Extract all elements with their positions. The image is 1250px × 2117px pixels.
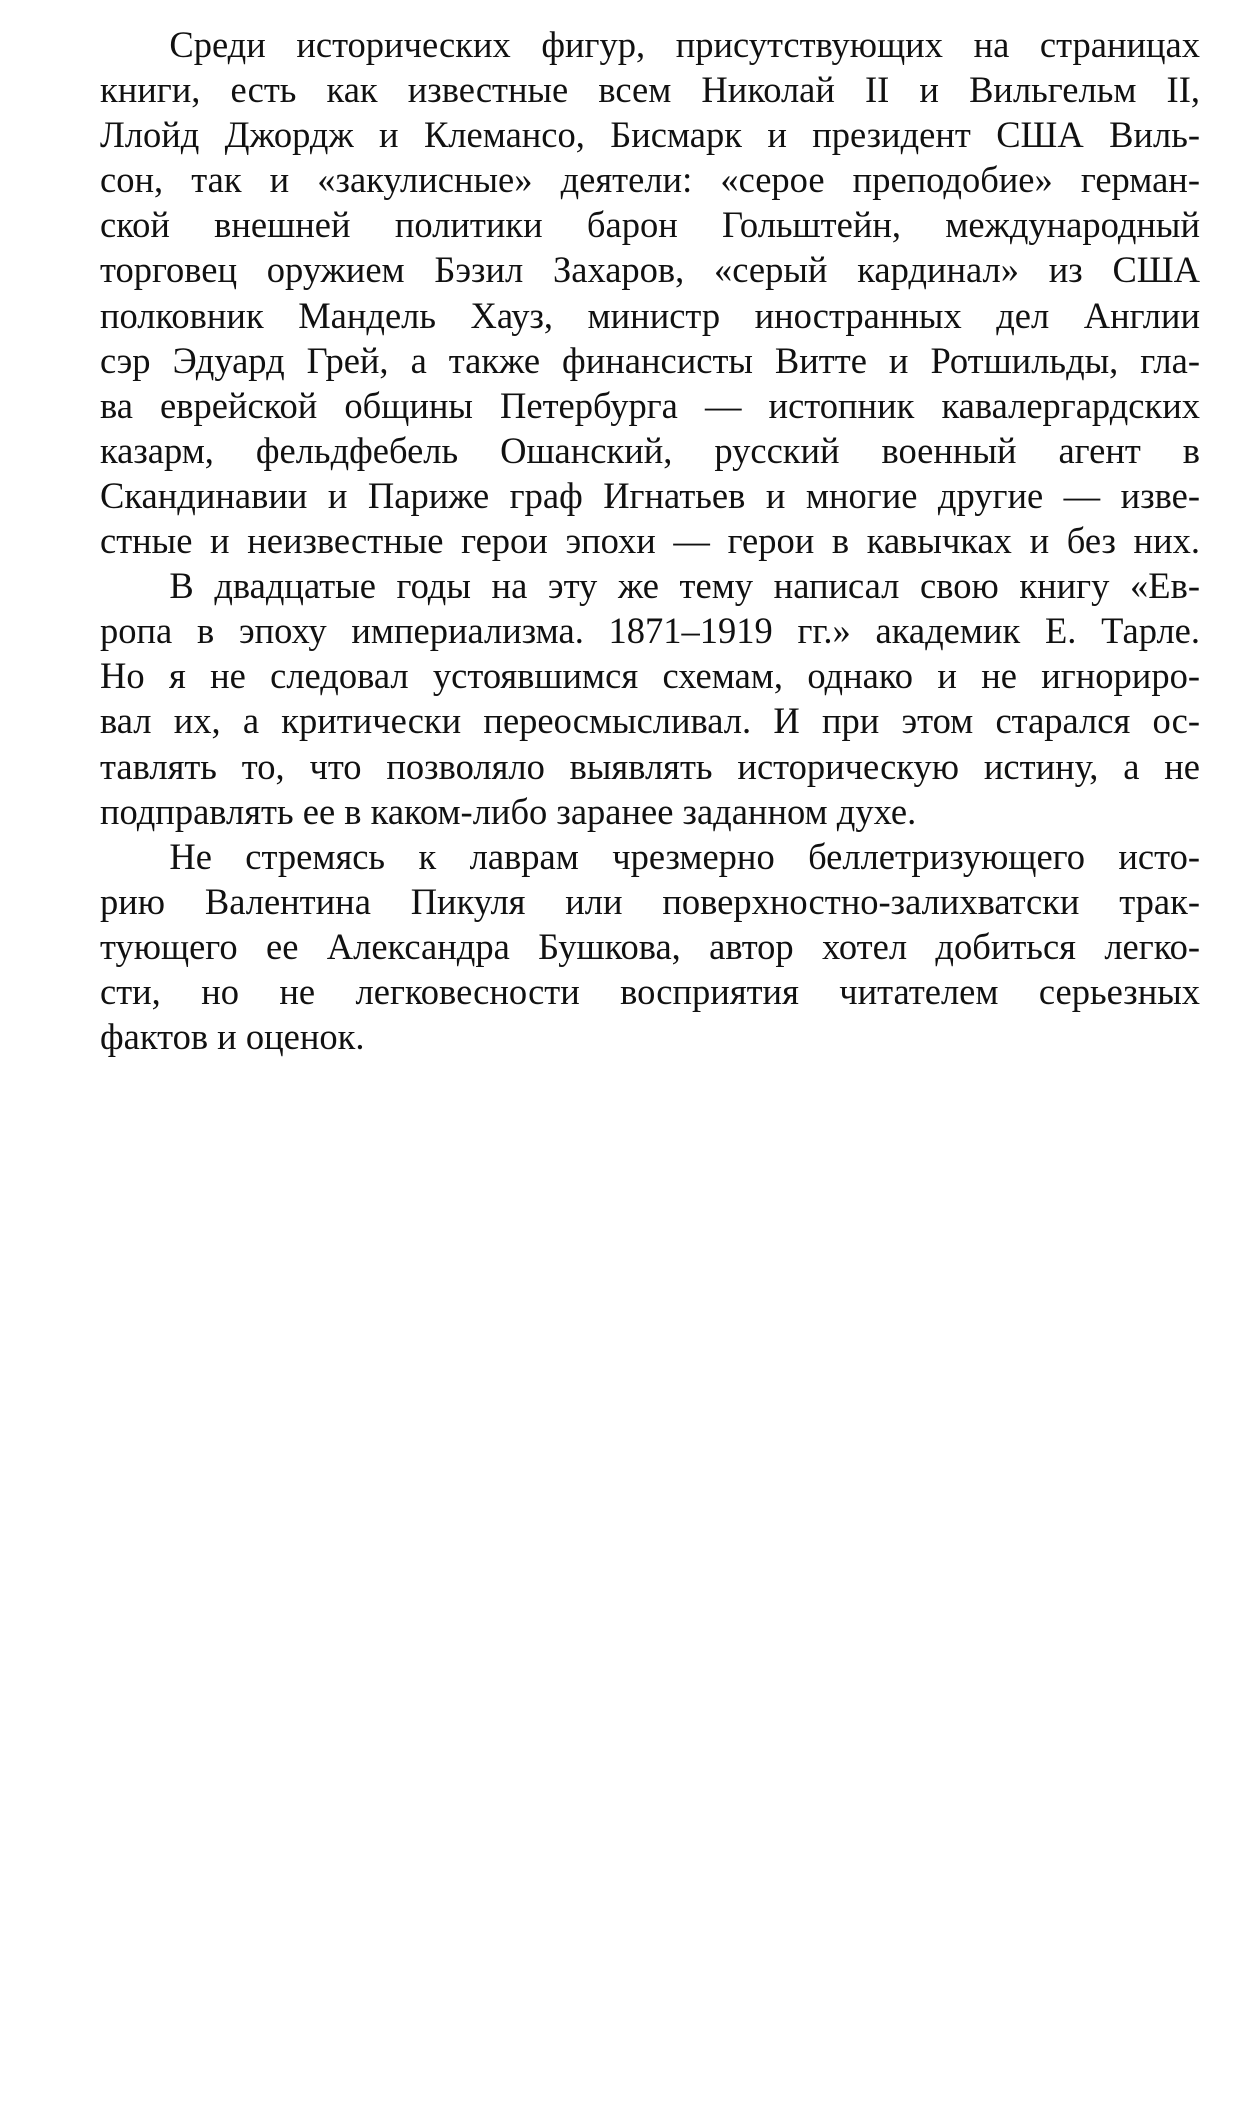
text-line: Не стремясь к лаврам чрезмерно беллетризующего исто- — [169, 835, 1200, 877]
paragraph-1 — [100, 22, 1200, 563]
text-line: вал их, а критически переосмысливал. И при этом старался ос- — [100, 700, 1200, 742]
text-line: тавлять то, что позволяло выявлять историческую истину, а не — [100, 745, 1200, 787]
text-line: сэр Эдуард Грей, а также финансисты Витте и Ротшильды, гла- — [100, 339, 1200, 381]
text-line: Но я не следовал устоявшимся схемам, однако и не игнориро- — [100, 655, 1200, 697]
text-line: торговец оружием Бэзил Захаров, «серый кардинал» из США — [100, 249, 1200, 291]
text-line: ской внешней политики барон Гольштейн, международный — [100, 204, 1200, 246]
document-page — [100, 22, 1200, 1059]
paragraph-3 — [100, 834, 1200, 1059]
paragraph-2 — [100, 563, 1200, 834]
text-line: полковник Мандель Хауз, министр иностранных дел Англии — [100, 294, 1200, 336]
text-line: сти, но не легковесности восприятия читателем серьезных — [100, 970, 1200, 1012]
text-line: рию Валентина Пикуля или поверхностно-залихватски трак- — [100, 880, 1200, 922]
text-line: Скандинавии и Париже граф Игнатьев и многие другие — изве- — [100, 474, 1200, 516]
text-line: фактов и оценок. — [100, 1016, 365, 1058]
text-line: Ллойд Джордж и Клемансо, Бисмарк и президент США Виль- — [100, 114, 1200, 156]
text-line: Среди исторических фигур, присутствующих на страницах — [169, 24, 1200, 65]
text-line: книги, есть как известные всем Николай II и Вильгельм II, — [100, 69, 1200, 111]
text-line: тующего ее Александра Бушкова, автор хотел добиться легко- — [100, 925, 1200, 967]
text-line: сон, так и «закулисные» деятели: «серое преподобие» герман- — [100, 159, 1200, 201]
text-line: ропа в эпоху империализма. 1871–1919 гг.» академик Е. Тарле. — [100, 610, 1200, 652]
text-line: ва еврейской общины Петербурга — истопник кавалергардских — [100, 384, 1200, 426]
text-line: казарм, фельдфебель Ошанский, русский военный агент в — [100, 429, 1200, 471]
text-line: стные и неизвестные герои эпохи — герои в кавычках и без них. — [100, 520, 1200, 562]
text-line: В двадцатые годы на эту же тему написал свою книгу «Ев- — [169, 565, 1200, 607]
text-line: подправлять ее в каком-либо заранее заданном духе. — [100, 790, 917, 832]
